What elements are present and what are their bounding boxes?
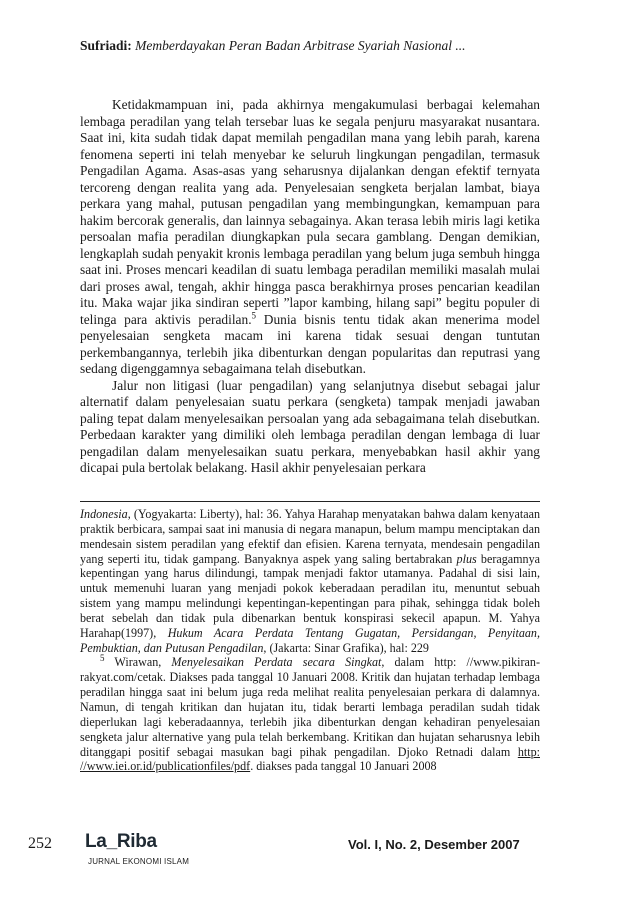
volume-info: Vol. I, No. 2, Desember 2007 — [348, 837, 520, 852]
fn4-italic-3: Hukum Acara Perdata Tentang Gugatan, Persidangan, Penyitaan, Pembuktian, dan Putusan Pengadilan — [80, 625, 540, 655]
fn5-text-3: . diakses pada tanggal 10 Januari 2008 — [250, 759, 437, 774]
footnote-4-continued — [80, 507, 540, 655]
fn5-italic-1: Menyelesaikan Perdata secara Singkat — [171, 655, 382, 670]
main-text — [80, 97, 540, 477]
footnote-divider — [80, 501, 540, 502]
footnote-5 — [80, 655, 540, 774]
fn5-link[interactable]: http: //www.iei.or.id/publicationfiles/pdf — [80, 744, 540, 774]
fn4-italic-2: plus — [456, 551, 477, 566]
journal-logo — [85, 831, 215, 871]
header-author: Sufriadi: — [80, 38, 132, 53]
fn4-text-3: , (Jakarta: Sinar Grafika), hal: 229 — [263, 640, 429, 655]
logo-wordmark: La_Riba — [85, 831, 157, 852]
fn5-text-2: , dalam http: //www.pikiran-rakyat.com/cetak. Diakses pada tanggal 10 Januari 2008. Kritik dan hujatan terhadap lembaga peradilan hingga saat ini belum juga reda melihat realita penyelesaian perkara di dalamnya. Namun, di tengah kritikan dan hujatan itu, tidak berarti lembaga peradilan sudah tidak dieperlukan lagi keberadaannya, terlebih jika dibenturkan dengan kehadiran penyelesaian sengketa jalur alternative yang pula telah berkembang. Kritikan dan hujatan seharusnya lebih ditanggapi positif sebagai masukan bagi pihak pengadilan. Djoko Retnadi dalam — [80, 655, 540, 759]
paragraph-1-text-a: Ketidakmampuan ini, pada akhirnya mengakumulasi berbagai kelemahan lembaga peradilan yang telah tersebar luas ke segala penjuru masyarakat nusantara. Saat ini, kita sudah tidak dapat memilah pengadilan mana yang lebih parah, karena fenomena seperti ini telah menyebar ke seluruh lingkungan pengadilan, termasuk Pengadilan Agama. Asas-asas yang seharusnya dijalankan dengan efektif ternyata tercoreng dengan realita yang ada. Penyelesaian sengketa berjalan lambat, biaya perkara yang mahal, putusan pengadilan yang membingungkan, kemampuan para hakim bercorak generalis, dan lainnya sebagainya. Akan terasa lebih miris lagi ketika persoalan mafia peradilan diungkapkan pula secara gamblang. Dengan demikian, lengkaplah sudah penyakit kronis lembaga peradilan yang belum juga sembuh hingga saat ini. Proses mencari keadilan di suatu lembaga peradilan memiliki masalah mulai dari proses awal, tengah, akhir hingga pasca berakhirnya proses pencarian keadilan itu. Maka wajar jika sindiran seperti ”lapor kambing, hilang sapi” begitu populer di telinga para aktivis peradilan. — [80, 97, 540, 327]
fn5-text-1: Wirawan, — [104, 655, 172, 670]
fn4-text-2: beragamnya kepentingan yang harus dilindungi, tampak menjadi faktor utamanya. Padahal di sisi lain, untuk memenuhi luaran yang menjadi pokok keberadaan peradilan itu, menuntut sebuah sistem yang mampu melindungi kepentingan-kepentingan para pihak, sehingga tidak boleh berat sebelah dan tidak pula dibenarkan bentuk konspirasi sekecil apapun. M. Yahya Harahap(1997), — [80, 551, 540, 640]
footnote-ref-5: 5 — [251, 310, 257, 321]
paragraph-1-text-b: Dunia bisnis tentu tidak akan menerima model penyelesaian sengketa macam ini karena tidak sesuai dengan tuntutan perkembangannya, terlebih jika dibenturkan dengan popularitas dan reputrasi yang sedang digenggamnya sebagaimana telah disebutkan. — [80, 311, 540, 376]
running-header — [80, 38, 465, 54]
fn4-text-1: , (Yogyakarta: Liberty), hal: 36. Yahya Harahap menyatakan bahwa dalam kenyataan praktik berbicara, sampai saat ini manusia di negara manapun, belum mampu menciptakan dan mendesain sistem peradilan yang efektif dan efisien. Karena ternyata, mendesain pengadilan yang seperti itu, tidak gampang. Banyaknya aspek yang saling bertabrakan — [80, 507, 540, 566]
footnote-5-number: 5 — [100, 653, 105, 664]
logo-subtitle: JURNAL EKONOMI ISLAM — [88, 857, 190, 866]
fn4-italic-1: Indonesia — [80, 507, 128, 521]
paragraph-1 — [80, 97, 540, 378]
footnotes — [80, 507, 540, 774]
page-number: 252 — [28, 835, 52, 852]
paragraph-2: Jalur non litigasi (luar pengadilan) yang selanjutnya disebut sebagai jalur alternatif dalam penyelesaian suatu perkara (sengketa) tampak menjadi jawaban paling tepat dalam menyelesaikan persoalan yang ada sebagaimana telah disebutkan. Perbedaan karakter yang dimiliki oleh lembaga peradilan dengan lembaga di luar pengadilan dalam menyelesaikan suatu perkara, menyebabkan hasil akhir yang dicapai pula bertolak belakang. Hasil akhir penyelesaian perkara — [80, 377, 540, 475]
header-title: Memberdayakan Peran Badan Arbitrase Syariah Nasional ... — [135, 38, 466, 53]
